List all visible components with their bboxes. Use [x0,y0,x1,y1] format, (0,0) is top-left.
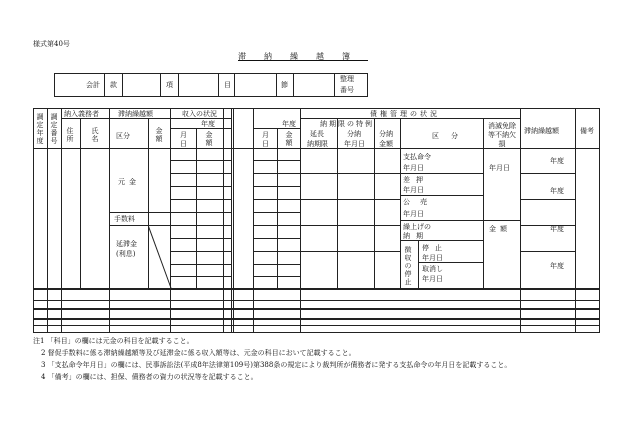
shometsu: 消滅免除等不納欠損 [488,122,516,148]
shimei: 氏名 [91,127,99,143]
chotei-bango: 調定番号 [50,113,58,145]
nonyu-gimusha: 納入義務者 [64,110,99,118]
setsu-label: 節 [281,81,288,89]
nengappi-3: 年月日 [403,210,424,218]
note-4: 4 「備考」の欄には、担保、債務者の資力の状況等を記載すること。 [41,373,258,381]
moku-label: 目 [224,81,231,89]
nouki-tokurei: 納期限の特例 [320,120,374,128]
rishi: (利息) [116,250,136,258]
taino-kurikoshi: 滞納繰越額 [118,110,153,118]
nendo-r4: 年度 [550,262,564,270]
account-row [54,73,368,97]
torikeshi: 取消し [422,265,443,273]
kaikei-label: 会計 [86,81,100,89]
jusho: 住所 [66,127,74,143]
kubun-header-2: 区分 [432,132,470,140]
nengappi-1: 年月日 [403,164,424,172]
note-1: 注1 「科目」の欄には元金の科目を記載すること。 [33,337,194,345]
kubun-header: 区分 [116,132,130,140]
kingaku-header-2: 金額 [205,131,213,147]
nengappi-2: 年月日 [403,186,424,194]
kou-label: 項 [166,81,173,89]
nendo-r1: 年度 [550,157,564,165]
right-nengappi: 年月日 [489,164,510,172]
kingaku-header-3: 金額 [285,131,293,147]
saiken-kanri: 債権管理の状況 [370,110,440,118]
kuriage-nouki2: 納期 [403,232,429,240]
nendo-r3: 年度 [550,225,564,233]
bunno-nengappi: 分納 [347,130,361,138]
hi-header: 日 [180,140,187,148]
teishi: 停止 [422,244,448,252]
bunno-kingaku2: 金額 [379,140,393,148]
encho-nouki: 延長 [310,130,324,138]
koubai: 公売 [403,198,437,206]
nengappi-5: 年月日 [422,275,443,283]
taino-kurikoshi-2: 滞納繰越額 [524,127,559,135]
kingaku-header: 金額 [155,127,163,143]
shiharai-meirei: 支払命令 [403,153,431,161]
diagonal-line [148,225,172,289]
bunno-kingaku: 分納 [379,130,393,138]
ganmaku: 元金 [118,178,140,186]
form-number: 様式第40号 [33,40,70,48]
bango-label: 番号 [340,86,354,94]
seiri-label: 整理 [340,75,354,83]
hi-header-2: 日 [262,140,269,148]
tsuki-header: 月 [180,131,187,139]
nengappi-4: 年月日 [422,254,443,262]
nendo-header: 年度 [201,120,215,128]
encho-nouki2: 納期限 [307,140,328,148]
entaikin: 延滞金 [116,240,137,248]
biko: 備考 [580,127,594,135]
note-2: 2 督促手数料に係る滞納繰越額等及び延滞金に係る収入額等は、元金の科目において記載すること。 [41,349,356,357]
bunno-nengappi2: 年月日 [344,140,365,148]
nendo-r2: 年度 [550,187,564,195]
right-kingaku: 金額 [489,225,511,233]
nendo-header-2: 年度 [282,120,296,128]
tesuryo: 手数料 [114,215,135,223]
page-title: 滞納繰越簿 [238,52,368,61]
kan-label: 款 [110,81,117,89]
sashiosae: 差押 [403,176,429,184]
choshu-teishi: 徴収の停止 [404,246,412,286]
note-3: 3 「支払命令年月日」の欄には、民事訴訟法(平成8年法律第109号)第388条の規定により裁判所が債務者に発する支払命令の年月日を記載すること。 [41,361,512,369]
tsuki-header-2: 月 [262,131,269,139]
chotei-nendo: 調定年度 [36,113,44,145]
kuriage-nouki: 繰上げの [403,223,431,231]
shunyu-no-jokyo: 収入の状況 [182,110,217,118]
